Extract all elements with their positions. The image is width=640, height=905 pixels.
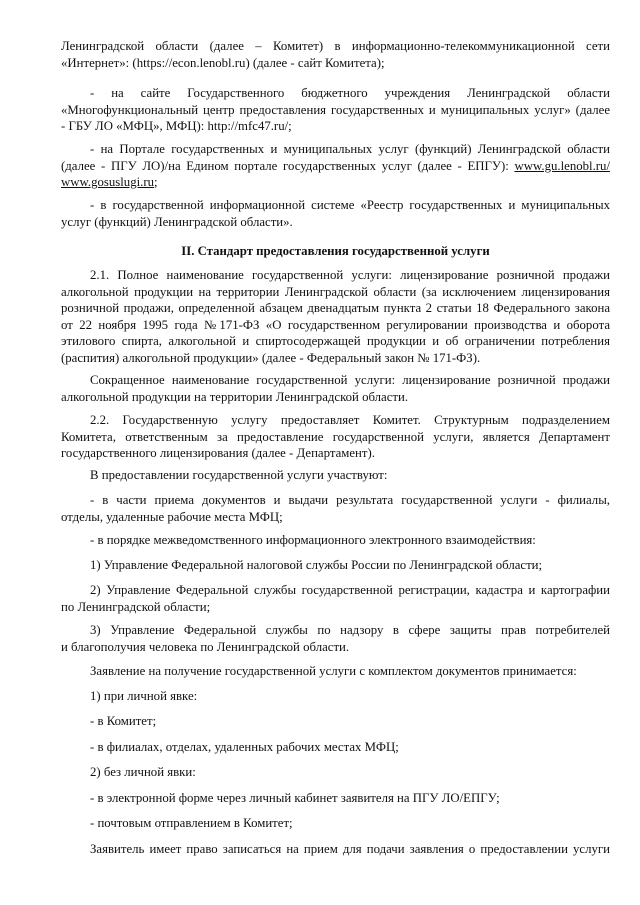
paragraph-participants xyxy=(61,467,610,484)
text-line: - на Портале государственных и муниципальных услуг (функций) Ленинградской области xyxy=(90,142,610,156)
paragraph-committee-site xyxy=(61,38,610,71)
text-line: государственного лицензирования (далее - Департамент). xyxy=(61,446,375,461)
text-line: 2) без личной явки: xyxy=(90,765,196,779)
list-item-postal xyxy=(61,815,610,832)
paragraph-provider xyxy=(61,412,610,462)
paragraph-interagency xyxy=(61,532,610,549)
section-heading: II. Стандарт предоставления государственной услуги xyxy=(181,244,490,258)
list-item-remote xyxy=(61,764,610,781)
text-line: - ГБУ ЛО «МФЦ», МФЦ): http://mfc47.ru/; xyxy=(61,119,292,134)
text-line: 1) Управление Федеральной налоговой службы России по Ленинградской области; xyxy=(90,558,543,572)
text-line: по Ленинградской области; xyxy=(61,599,211,614)
paragraph-application-accepted xyxy=(61,663,610,680)
paragraph-appointment xyxy=(61,841,610,858)
paragraph-portal xyxy=(61,141,610,191)
text-line: - в Комитет; xyxy=(90,714,157,728)
paragraph-registry xyxy=(61,197,610,230)
text-line: отделы, удаленные рабочие места МФЦ; xyxy=(61,509,283,524)
text-line: Сокращенное наименование государственной услуги: лицензирование розничной продажи xyxy=(90,373,610,387)
text-line: «Интернет»: (https://econ.lenobl.ru) (далее - сайт Комитета); xyxy=(61,55,385,70)
link-gu-lenobl[interactable]: www.gu.lenobl.ru/ xyxy=(514,158,611,173)
paragraph-mfc-branches xyxy=(61,492,610,525)
text-line: Комитета, ответственным за предоставление государственной услуги, является Департамент xyxy=(61,429,610,444)
text-line xyxy=(61,158,610,175)
text-line: 3) Управление Федеральной службы по надзору в сфере защиты прав потребителей xyxy=(90,623,610,637)
paragraph-full-name xyxy=(61,267,610,367)
text-line: розничной продажи, определенной абзацем двенадцатым пункта 2 статьи 18 Федерального закона xyxy=(61,301,610,316)
text-line: и благополучия человека по Ленинградской области. xyxy=(61,639,350,654)
text-line: 2) Управление Федеральной службы государственной регистрации, кадастра и картографии xyxy=(90,583,610,597)
text-line: - в части приема документов и выдачи результата государственной услуги - филиалы, xyxy=(90,493,610,507)
text-fragment: (далее - ПГУ ЛО)/на Едином портале государственных услуг (далее - ЕПГУ): xyxy=(61,158,509,173)
text-line: 2.2. Государственную услугу предоставляет Комитет. Структурным подразделением xyxy=(90,413,610,427)
paragraph-short-name xyxy=(61,372,610,405)
text-line: - в электронной форме через личный кабинет заявителя на ПГУ ЛО/ЕПГУ; xyxy=(90,791,500,805)
text-fragment: ; xyxy=(154,175,158,190)
text-line: 2.1. Полное наименование государственной услуги: лицензирование розничной продажи xyxy=(90,268,610,282)
text-line: - в порядке межведомственного информационного электронного взаимодействия: xyxy=(90,533,536,547)
text-line: от 22 ноября 1995 года №171-ФЗ «О государственном регулировании производства и оборота xyxy=(61,317,610,332)
text-line: Ленинградской области (далее – Комитет) в информационно-телекоммуникационной сети xyxy=(61,39,610,53)
list-item-mfc-branches xyxy=(61,739,610,756)
text-line: Заявитель имеет право записаться на прием для подачи заявления о предоставлении услуги xyxy=(90,842,610,856)
text-line: В предоставлении государственной услуги участвуют: xyxy=(90,468,388,482)
paragraph-mfc-site xyxy=(61,85,610,135)
text-line: (распития) алкогольной продукции» (далее - Федеральный закон № 171-ФЗ). xyxy=(61,350,481,365)
text-line: - в государственной информационной системе «Реестр государственных и муниципальных xyxy=(90,198,610,212)
link-gosuslugi[interactable]: www.gosuslugi.ru xyxy=(61,175,155,190)
list-item-registration-service xyxy=(61,582,610,615)
list-item-tax-service xyxy=(61,557,610,574)
list-item-in-person xyxy=(61,688,610,705)
text-line: Заявление на получение государственной услуги с комплектом документов принимается: xyxy=(90,664,577,678)
list-item-consumer-service xyxy=(61,622,610,655)
text-line: - почтовым отправлением в Комитет; xyxy=(90,816,293,830)
text-line xyxy=(61,174,610,191)
text-line: 1) при личной явке: xyxy=(90,689,198,703)
text-line: - в филиалах, отделах, удаленных рабочих местах МФЦ; xyxy=(90,740,399,754)
text-line: услуг (функций) Ленинградской области». xyxy=(61,214,293,229)
text-line: этилового спирта, алкогольной и спиртосодержащей продукции и об ограничении потребления xyxy=(61,334,610,349)
text-line: алкогольной продукции на территории Ленинградской области (за исключением лицензирования xyxy=(61,284,610,299)
list-item-committee xyxy=(61,713,610,730)
list-item-electronic xyxy=(61,790,610,807)
text-line: «Многофункциональный центр предоставления государственных и муниципальных услуг» (далее xyxy=(61,102,610,117)
text-line: алкогольной продукции на территории Ленинградской области. xyxy=(61,389,409,404)
text-line: - на сайте Государственного бюджетного учреждения Ленинградской области xyxy=(90,86,610,100)
